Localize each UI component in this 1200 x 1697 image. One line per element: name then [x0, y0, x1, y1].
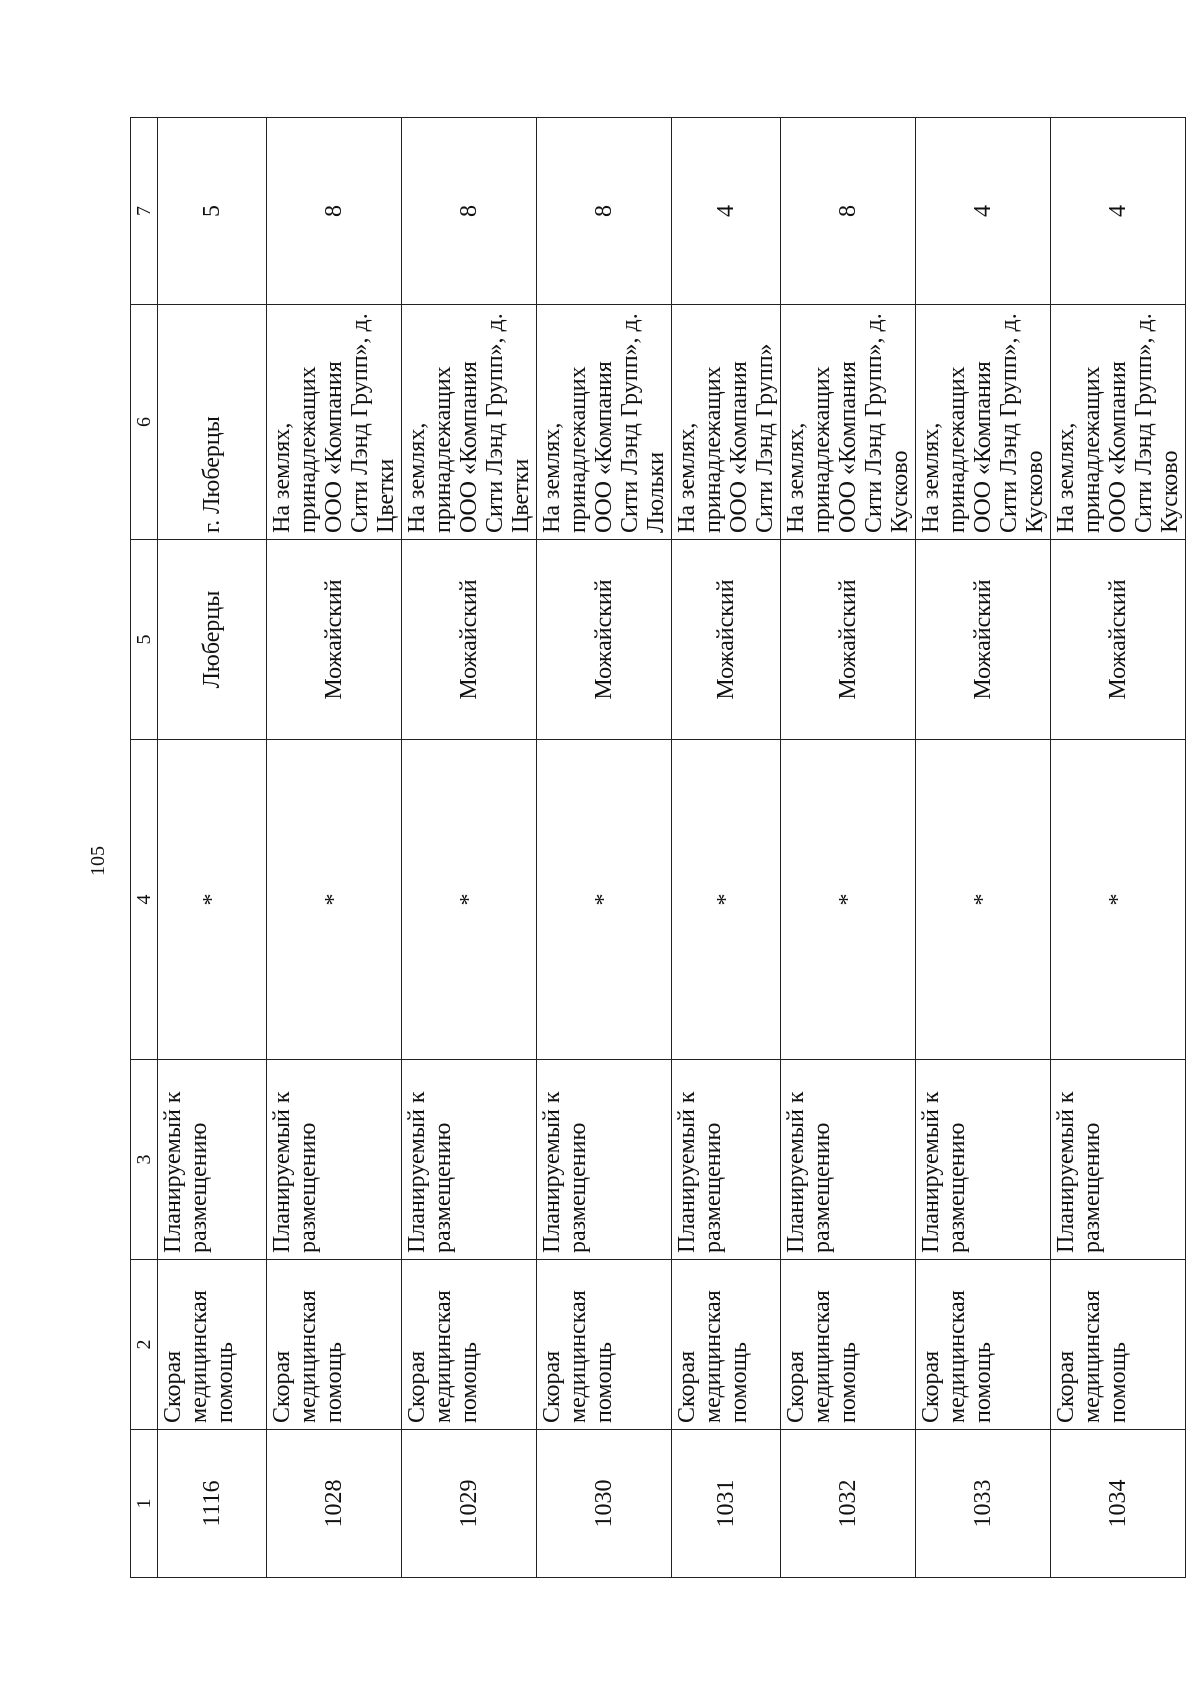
- cell-mark: *: [158, 740, 267, 1060]
- cell-location: На землях, принадлежащих ООО «Компания Сити Лэнд Групп», д. Кусково: [1051, 305, 1186, 540]
- header-cell: 5: [131, 540, 158, 740]
- cell-capacity: 5: [158, 118, 267, 305]
- cell-number: 1032: [781, 1430, 916, 1578]
- cell-mark: *: [402, 740, 537, 1060]
- cell-type: Скорая медицинская помощь: [781, 1260, 916, 1430]
- cell-location: На землях, принадлежащих ООО «Компания Сити Лэнд Групп»: [672, 305, 781, 540]
- cell-number: 1030: [537, 1430, 672, 1578]
- cell-capacity: 4: [1051, 118, 1186, 305]
- rotated-table-wrapper: [130, 118, 1183, 1578]
- table-row: [672, 118, 781, 1578]
- cell-location: На землях, принадлежащих ООО «Компания Сити Лэнд Групп», д. Люльки: [537, 305, 672, 540]
- table-row: [1051, 118, 1186, 1578]
- cell-district: Можайский: [537, 540, 672, 740]
- cell-mark: *: [672, 740, 781, 1060]
- cell-location: На землях, принадлежащих ООО «Компания Сити Лэнд Групп», д. Цветки: [267, 305, 402, 540]
- cell-district: Можайский: [267, 540, 402, 740]
- table-row: [781, 118, 916, 1578]
- table-row: [537, 118, 672, 1578]
- cell-status: Планируемый к размещению: [781, 1060, 916, 1260]
- header-cell: 4: [131, 740, 158, 1060]
- cell-district: Можайский: [1051, 540, 1186, 740]
- cell-district: Можайский: [672, 540, 781, 740]
- cell-status: Планируемый к размещению: [402, 1060, 537, 1260]
- cell-location: На землях, принадлежащих ООО «Компания Сити Лэнд Групп», д. Кусково: [916, 305, 1051, 540]
- cell-status: Планируемый к размещению: [158, 1060, 267, 1260]
- cell-mark: *: [916, 740, 1051, 1060]
- cell-mark: *: [267, 740, 402, 1060]
- cell-mark: *: [781, 740, 916, 1060]
- cell-status: Планируемый к размещению: [672, 1060, 781, 1260]
- header-cell: 7: [131, 118, 158, 305]
- header-cell: 6: [131, 305, 158, 540]
- facilities-table: [130, 117, 1186, 1578]
- cell-type: Скорая медицинская помощь: [1051, 1260, 1186, 1430]
- cell-district: Люберцы: [158, 540, 267, 740]
- cell-district: Можайский: [402, 540, 537, 740]
- cell-location: На землях, принадлежащих ООО «Компания Сити Лэнд Групп», д. Кусково: [781, 305, 916, 540]
- cell-capacity: 4: [916, 118, 1051, 305]
- header-cell: 2: [131, 1260, 158, 1430]
- header-cell: 3: [131, 1060, 158, 1260]
- cell-type: Скорая медицинская помощь: [672, 1260, 781, 1430]
- header-row: [131, 118, 158, 1578]
- cell-district: Можайский: [781, 540, 916, 740]
- table-row: [158, 118, 267, 1578]
- cell-mark: *: [1051, 740, 1186, 1060]
- cell-type: Скорая медицинская помощь: [537, 1260, 672, 1430]
- page-number: 105: [87, 846, 109, 876]
- cell-number: 1116: [158, 1430, 267, 1578]
- cell-type: Скорая медицинская помощь: [402, 1260, 537, 1430]
- cell-capacity: 8: [781, 118, 916, 305]
- cell-district: Можайский: [916, 540, 1051, 740]
- cell-location: На землях, принадлежащих ООО «Компания Сити Лэнд Групп», д. Цветки: [402, 305, 537, 540]
- cell-type: Скорая медицинская помощь: [916, 1260, 1051, 1430]
- cell-status: Планируемый к размещению: [1051, 1060, 1186, 1260]
- cell-status: Планируемый к размещению: [537, 1060, 672, 1260]
- cell-capacity: 4: [672, 118, 781, 305]
- cell-number: 1031: [672, 1430, 781, 1578]
- cell-number: 1028: [267, 1430, 402, 1578]
- cell-mark: *: [537, 740, 672, 1060]
- cell-type: Скорая медицинская помощь: [267, 1260, 402, 1430]
- table-row: [402, 118, 537, 1578]
- cell-number: 1034: [1051, 1430, 1186, 1578]
- table-body: [158, 118, 1186, 1578]
- cell-number: 1029: [402, 1430, 537, 1578]
- cell-type: Скорая медицинская помощь: [158, 1260, 267, 1430]
- cell-capacity: 8: [402, 118, 537, 305]
- cell-status: Планируемый к размещению: [267, 1060, 402, 1260]
- header-cell: 1: [131, 1430, 158, 1578]
- table-row: [916, 118, 1051, 1578]
- cell-number: 1033: [916, 1430, 1051, 1578]
- cell-location: г. Люберцы: [158, 305, 267, 540]
- table-row: [267, 118, 402, 1578]
- cell-status: Планируемый к размещению: [916, 1060, 1051, 1260]
- cell-capacity: 8: [537, 118, 672, 305]
- cell-capacity: 8: [267, 118, 402, 305]
